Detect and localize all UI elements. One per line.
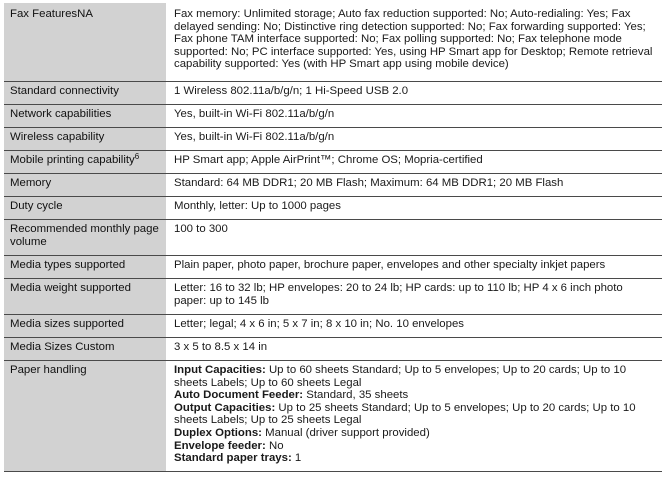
paper-input-capacities bbox=[174, 364, 658, 389]
field-text: Standard, 35 sheets bbox=[303, 389, 409, 402]
table-row-media-sizes-custom bbox=[4, 338, 662, 361]
paper-adf bbox=[174, 389, 658, 402]
row-value: Letter: 16 to 32 lb; HP envelopes: 20 to 24 lb; HP cards: up to 110 lb; HP 4 x 6 inch photo paper: up to 145 lb bbox=[166, 279, 662, 315]
paper-standard-trays bbox=[174, 452, 658, 465]
label-text: Fax Features bbox=[10, 8, 78, 20]
row-value: 1 Wireless 802.11a/b/g/n; 1 Hi-Speed USB 2.0 bbox=[166, 82, 662, 105]
row-value bbox=[166, 361, 662, 472]
paper-duplex bbox=[174, 427, 658, 440]
row-label: Media types supported bbox=[4, 256, 166, 279]
table-row-wireless-capability bbox=[4, 128, 662, 151]
row-label: Paper handling bbox=[4, 361, 166, 472]
row-value: HP Smart app; Apple AirPrint™; Chrome OS; Mopria-certified bbox=[166, 151, 662, 174]
row-value: Standard: 64 MB DDR1; 20 MB Flash; Maximum: 64 MB DDR1; 20 MB Flash bbox=[166, 174, 662, 197]
table-row-duty-cycle bbox=[4, 197, 662, 220]
row-value: Monthly, letter: Up to 1000 pages bbox=[166, 197, 662, 220]
table-row-media-sizes bbox=[4, 315, 662, 338]
table-row-recommended-volume bbox=[4, 220, 662, 256]
row-label bbox=[4, 151, 166, 174]
label-text: Mobile printing capability bbox=[10, 154, 135, 166]
row-value: 3 x 5 to 8.5 x 14 in bbox=[166, 338, 662, 361]
row-label: Duty cycle bbox=[4, 197, 166, 220]
field-text: Manual (driver support provided) bbox=[261, 426, 430, 439]
table-row-paper-handling bbox=[4, 361, 662, 472]
paper-envelope-feeder bbox=[174, 440, 658, 453]
row-value: Plain paper, photo paper, brochure paper, envelopes and other specialty inkjet papers bbox=[166, 256, 662, 279]
field-text: No bbox=[265, 439, 284, 452]
footnote-marker: 6 bbox=[134, 152, 140, 161]
label-suffix: NA bbox=[77, 8, 93, 20]
row-label: Wireless capability bbox=[4, 128, 166, 151]
row-label: Memory bbox=[4, 174, 166, 197]
spec-table bbox=[4, 3, 662, 472]
field-text: Up to 25 sheets Standard; Up to 5 envelopes; Up to 20 cards; Up to 10 sheets Labels; Up to 25 sheets Legal bbox=[174, 401, 636, 427]
field-title: Standard paper trays: bbox=[174, 452, 292, 465]
row-value: 100 to 300 bbox=[166, 220, 662, 256]
row-label: Recommended monthly page volume bbox=[4, 220, 166, 256]
table-row-mobile-printing bbox=[4, 151, 662, 174]
row-label: Media Sizes Custom bbox=[4, 338, 166, 361]
row-label bbox=[4, 3, 166, 82]
field-title: Output Capacities: bbox=[174, 401, 276, 414]
row-label: Standard connectivity bbox=[4, 82, 166, 105]
field-title: Input Capacities: bbox=[174, 364, 266, 376]
table-row-standard-connectivity bbox=[4, 82, 662, 105]
row-value: Yes, built-in Wi-Fi 802.11a/b/g/n bbox=[166, 105, 662, 128]
row-value: Fax memory: Unlimited storage; Auto fax reduction supported: No; Auto-redialing: Yes; Fax delayed sending: No; Distinctive ring detection supported: No; Fax forwarding supported: Yes; Fax phone TAM interface supported: No; Fax polling supported: No; Fax telephone mode supported: No; PC interface supported: Yes, using HP Smart app for Desktop; Remote retrieval capability supported: Yes (with HP Smart app using mobile device) bbox=[166, 3, 662, 82]
row-value: Yes, built-in Wi-Fi 802.11a/b/g/n bbox=[166, 128, 662, 151]
paper-output-capacities bbox=[174, 402, 658, 427]
field-text: Up to 60 sheets Standard; Up to 5 envelopes; Up to 20 cards; Up to 10 sheets Labels; Up to 60 sheets Legal bbox=[174, 364, 627, 389]
field-title: Auto Document Feeder: bbox=[174, 389, 304, 402]
table-row-media-weight bbox=[4, 279, 662, 315]
field-title: Duplex Options: bbox=[174, 426, 262, 439]
table-row-memory bbox=[4, 174, 662, 197]
row-label: Network capabilities bbox=[4, 105, 166, 128]
field-title: Envelope feeder: bbox=[174, 439, 266, 452]
table-row-fax-features bbox=[4, 3, 662, 82]
row-label: Media weight supported bbox=[4, 279, 166, 315]
table-row-network-capabilities bbox=[4, 105, 662, 128]
row-label: Media sizes supported bbox=[4, 315, 166, 338]
field-text: 1 bbox=[291, 452, 302, 465]
table-row-media-types bbox=[4, 256, 662, 279]
row-value: Letter; legal; 4 x 6 in; 5 x 7 in; 8 x 10 in; No. 10 envelopes bbox=[166, 315, 662, 338]
